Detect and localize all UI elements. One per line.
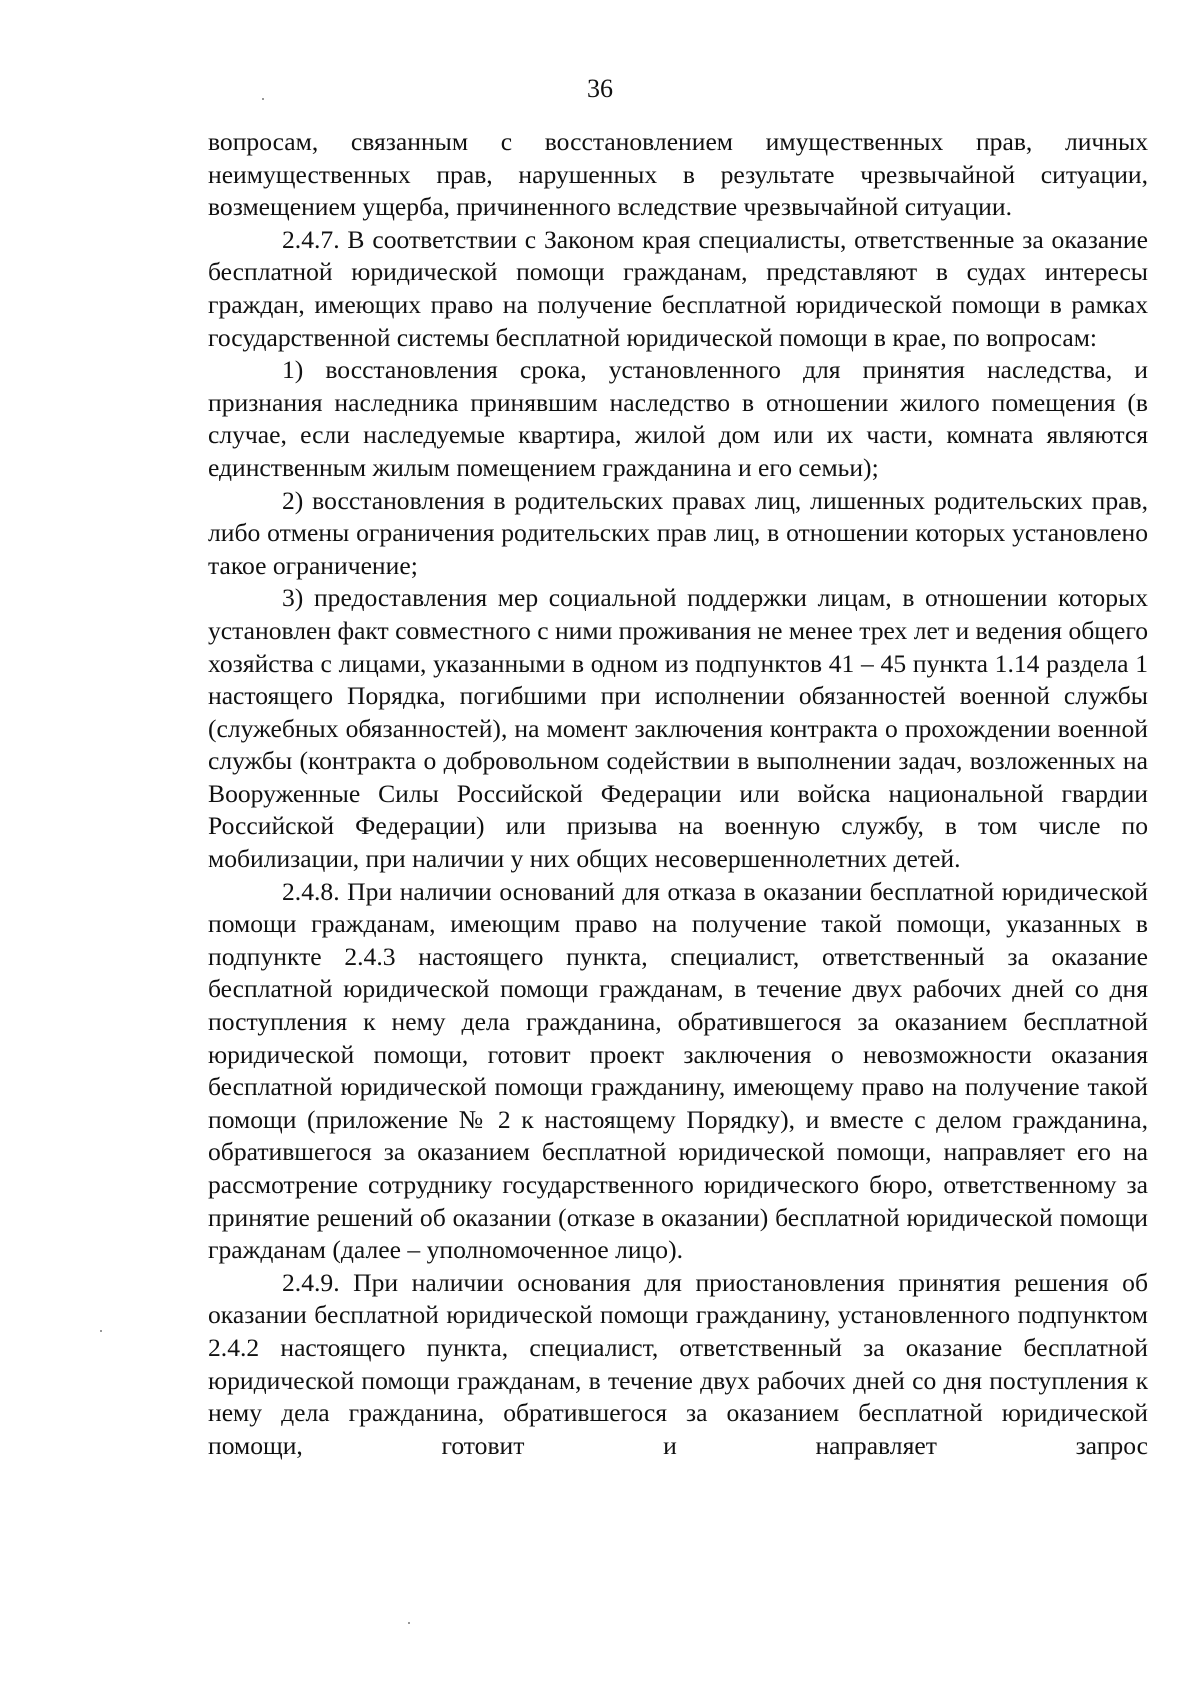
paragraph-item-2: 2) восстановления в родительских правах лиц, лишенных родительских прав, либо отмены ограничения родительских прав лиц, в отношении которых установлено такое ограничение; bbox=[208, 485, 1148, 580]
paragraph-2-4-9: 2.4.9. При наличии основания для приостановления принятия решения об оказании бесплатной юридической помощи гражданину, установленного подпунктом 2.4.2 настоящего пункта, специалист, ответственный за оказание бесплатной юридической помощи гражданам, в течение двух рабочих дней со дня поступления к нему дела гражданина, обратившегося за оказанием бесплатной юридической помощи, готовит и направляет запрос bbox=[208, 1267, 1148, 1460]
paragraph-item-3: 3) предоставления мер социальной поддержки лицам, в отношении которых установлен факт совместного с ними проживания не менее трех лет и ведения общего хозяйства с лицами, указанными в одном из подпунктов 41 – 45 пункта 1.14 раздела 1 настоящего Порядка, погибшими при исполнении обязанностей военной службы (служебных обязанностей), на момент заключения контракта о прохождении военной службы (контракта о добровольном содействии в выполнении задач, возложенных на Вооруженные Силы Российской Федерации или войска национальной гвардии Российской Федерации) или призыва на военную службу, в том числе по мобилизации, при наличии у них общих несовершеннолетних детей. bbox=[208, 583, 1148, 874]
paragraph-2-4-8: 2.4.8. При наличии оснований для отказа в оказании бесплатной юридической помощи гражданам, имеющим право на получение такой помощи, указанных в подпункте 2.4.3 настоящего пункта, специалист, ответственный за оказание бесплатной юридической помощи гражданам, в течение двух рабочих дней со дня поступления к нему дела гражданина, обратившегося за оказанием бесплатной юридической помощи, готовит проект заключения о невозможности оказания бесплатной юридической помощи гражданину, имеющему право на получение такой помощи (приложение № 2 к настоящему Порядку), и вместе с делом гражданина, обратившегося за оказанием бесплатной юридической помощи, направляет его на рассмотрение сотруднику государственного юридического бюро, ответственному за принятие решений об оказании (отказе в оказании) бесплатной юридической помощи гражданам (далее – уполномоченное лицо). bbox=[208, 876, 1148, 1265]
document-body bbox=[208, 126, 1148, 1462]
scan-speck bbox=[408, 1622, 410, 1624]
page-number: 36 bbox=[587, 74, 613, 103]
scan-speck bbox=[100, 1330, 102, 1332]
scan-speck bbox=[262, 98, 264, 100]
paragraph-continuation: вопросам, связанным с восстановлением имущественных прав, личных неимущественных прав, нарушенных в результате чрезвычайной ситуации, возмещением ущерба, причиненного вследствие чрезвычайной ситуации. bbox=[208, 127, 1148, 222]
paragraph-item-1: 1) восстановления срока, установленного для принятия наследства, и признания наследника принявшим наследство в отношении жилого помещения (в случае, если наследуемые квартира, жилой дом или их части, комната являются единственным жилым помещением гражданина и его семьи); bbox=[208, 355, 1148, 482]
paragraph-2-4-7: 2.4.7. В соответствии с Законом края специалисты, ответственные за оказание бесплатной юридической помощи гражданам, представляют в судах интересы граждан, имеющих право на получение бесплатной юридической помощи в рамках государственной системы бесплатной юридической помощи в крае, по вопросам: bbox=[208, 224, 1148, 352]
